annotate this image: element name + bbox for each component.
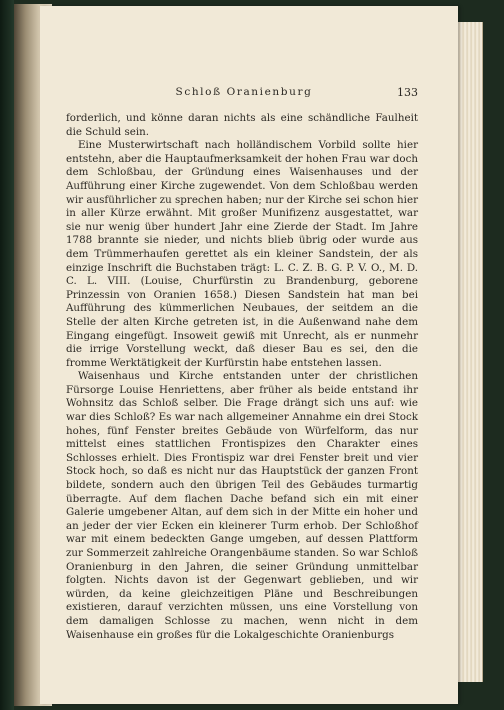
- page-header: [70, 86, 418, 102]
- body-text: [66, 112, 418, 642]
- paragraph-2: Eine Musterwirtschaft nach holländischem Vorbild sollte hier entstehn, aber die Hauptaufmerksamkeit der hohen Frau war doch dem Schloßbau, der Gründung eines Waisenhauses und der Aufführung einer Kirche zugewendet. Von dem Schloßbau werden wir ausführlicher zu sprechen haben; nur der Kirche sei schon hier in aller Kürze erwähnt. Mit großer Munifizenz ausgestattet, war sie nur wenig über hundert Jahr eine Zierde der Stadt. Im Jahre 1788 brannte sie nieder, und nichts blieb übrig oder wurde aus dem Trümmerhaufen gerettet als ein kleiner Sandstein, der als einzige Inschrift die Buchstaben trägt: L. C. Z. B. G. P. V. O., M. D. C. L. VIII. (Louise, Churfürstin zu Brandenburg, geborene Prinzessin von Oranien 1658.) Diesen Sandstein hat man bei Aufführung des kümmerlichen Neubaues, der seitdem an die Stelle der alten Kirche getreten ist, in die Außenwand nahe dem Eingang eingefügt. Insoweit gewiß mit Unrecht, als er nunmehr die irrige Vorstellung weckt, daß dieser Bau es sei, den die fromme Werktätigkeit der Kurfürstin habe entstehen lassen.: [66, 139, 418, 369]
- running-title: Schloß Oranienburg: [175, 86, 313, 98]
- page-number: 133: [397, 86, 418, 99]
- paragraph-3: Waisenhaus und Kirche entstanden unter der christlichen Fürsorge Louise Henriettens, aber früher als beide entstand ihr Wohnsitz das Schloß selber. Die Frage drängt sich uns auf: wie war dies Schloß? Es war nach allgemeiner Annahme ein drei Stock hohes, fünf Fenster breites Gebäude von Würfelform, das nur mittelst eines stattlichen Frontispizes den Charakter eines Schlosses erhielt. Dies Frontispiz war drei Fenster breit und vier Stock hoch, so daß es nicht nur das Hauptstück der ganzen Front bildete, sondern auch den übrigen Teil des Gebäudes turmartig überragte. Auf dem flachen Dache befand sich ein mit einer Galerie umgebener Altan, auf dem sich in der Mitte ein hoher und an jeder der vier Ecken ein kleinerer Turm erhob. Der Schloßhof war mit einem bedeckten Gange umgeben, auf dessen Plattform zur Sommerzeit zahlreiche Orangenbäume standen. So war Schloß Oranienburg in den Jahren, die seiner Gründung unmittelbar folgten. Nichts davon ist der Gegenwart geblieben, und wir würden, da keine gleichzeitigen Pläne und Beschreibungen existieren, darauf verzichten müssen, uns eine Vorstellung von dem damaligen Schlosse zu machen, wenn nicht in dem Waisenhause ein großes für die Lokalgeschichte Oranienburgs: [66, 370, 418, 641]
- paragraph-1: forderlich, und könne daran nichts als eine schändliche Faulheit die Schuld sein.: [66, 112, 418, 138]
- background-left-edge: [0, 0, 14, 710]
